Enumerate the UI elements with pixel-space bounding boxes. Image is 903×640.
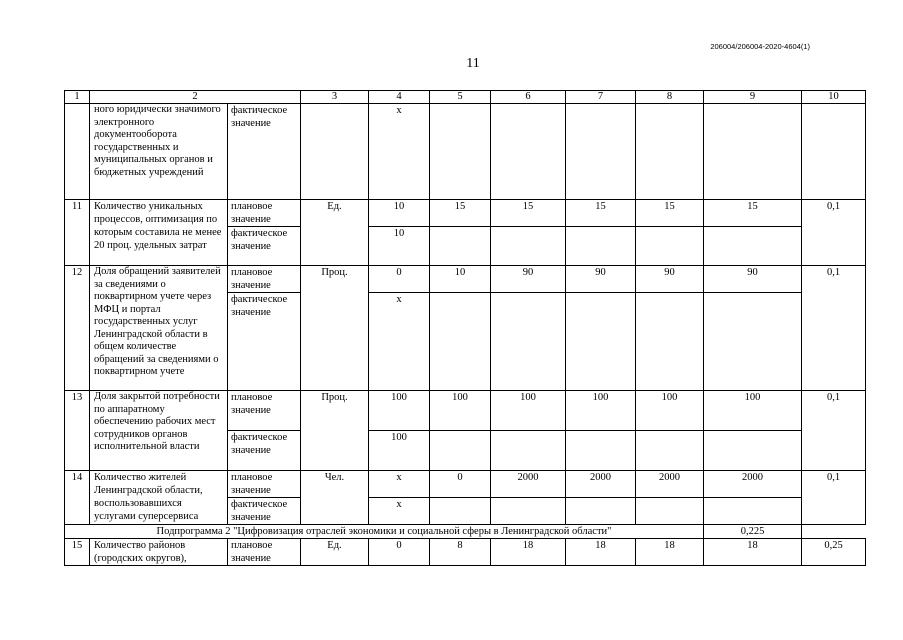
plan-value: 18 <box>636 539 704 566</box>
plan-value: 100 <box>704 391 802 431</box>
page-number: 11 <box>466 56 480 71</box>
row-number: 11 <box>65 200 90 266</box>
plan-value: 0 <box>369 539 430 566</box>
plan-value: 15 <box>430 200 491 227</box>
weight-value: 0,1 <box>802 471 866 525</box>
empty-cell <box>491 431 566 471</box>
unit-cell: Проц. <box>301 391 369 471</box>
plan-value: 100 <box>369 391 430 431</box>
plan-value: 2000 <box>566 471 636 498</box>
indicator-name: ного юридически значимого электронного документооборота государственных и муниципальных органов и бюджетных учреждений <box>90 104 228 200</box>
weight-value: 0,1 <box>802 266 866 391</box>
table-row <box>65 391 866 431</box>
document-code: 206004/206004-2020-4604(1) <box>710 42 810 51</box>
table-row <box>65 200 866 227</box>
weight-value: 0,1 <box>802 391 866 471</box>
plan-value: 18 <box>704 539 802 566</box>
empty-cell <box>704 431 802 471</box>
empty-cell <box>802 104 866 200</box>
plan-value: 0 <box>430 471 491 498</box>
fact-value: 100 <box>369 431 430 471</box>
header-cell: 9 <box>704 91 802 104</box>
row-number: 14 <box>65 471 90 525</box>
table-row <box>65 471 866 498</box>
plan-value: 18 <box>491 539 566 566</box>
empty-cell <box>491 498 566 525</box>
table-row <box>65 539 866 566</box>
plan-value: 0 <box>369 266 430 293</box>
empty-cell <box>566 293 636 391</box>
fact-value: х <box>369 293 430 391</box>
empty-cell <box>636 293 704 391</box>
plan-value: 90 <box>566 266 636 293</box>
value-type-label: плановое значение <box>228 200 301 227</box>
empty-cell <box>704 227 802 266</box>
empty-cell <box>491 293 566 391</box>
value-type-label: плановое значение <box>228 266 301 293</box>
header-cell: 8 <box>636 91 704 104</box>
plan-value: 90 <box>704 266 802 293</box>
value-type-label: фактическое значение <box>228 293 301 391</box>
empty-cell <box>430 227 491 266</box>
subprogram-title: Подпрограмма 2 "Цифровизация отраслей экономики и социальной сферы в Ленинградской области" <box>65 525 704 539</box>
empty-cell <box>704 293 802 391</box>
value-type-label: плановое значение <box>228 471 301 498</box>
header-cell: 3 <box>301 91 369 104</box>
value-type-label: фактическое значение <box>228 498 301 525</box>
empty-cell <box>636 104 704 200</box>
value-type-label: фактическое значение <box>228 104 301 200</box>
empty-cell <box>704 498 802 525</box>
value-type-label: фактическое значение <box>228 227 301 266</box>
plan-value: 15 <box>636 200 704 227</box>
value-type-label: плановое значение <box>228 539 301 566</box>
unit-cell: Ед. <box>301 539 369 566</box>
header-row <box>65 91 866 104</box>
empty-cell <box>636 227 704 266</box>
indicators-table <box>64 90 866 566</box>
indicator-name: Количество жителей Ленинградской области, воспользовавшихся услугами суперсервиса <box>90 471 228 525</box>
weight-value: 0,25 <box>802 539 866 566</box>
plan-value: 2000 <box>704 471 802 498</box>
fact-value: х <box>369 104 430 200</box>
unit-cell: Чел. <box>301 471 369 525</box>
header-cell: 4 <box>369 91 430 104</box>
empty-cell <box>430 431 491 471</box>
row-number: 13 <box>65 391 90 471</box>
plan-value: 15 <box>491 200 566 227</box>
plan-value: 100 <box>636 391 704 431</box>
row-number: 15 <box>65 539 90 566</box>
header-cell: 10 <box>802 91 866 104</box>
empty-cell <box>430 498 491 525</box>
table-row <box>65 266 866 293</box>
plan-value: 90 <box>491 266 566 293</box>
empty-cell <box>566 431 636 471</box>
plan-value: 15 <box>704 200 802 227</box>
empty-cell <box>430 104 491 200</box>
plan-value: 2000 <box>491 471 566 498</box>
plan-value: 10 <box>369 200 430 227</box>
empty-cell <box>491 104 566 200</box>
header-cell: 6 <box>491 91 566 104</box>
plan-value: 8 <box>430 539 491 566</box>
table-row <box>65 104 866 200</box>
indicator-name: Доля закрытой потребности по аппаратному обеспечению рабочих мест сотрудников органов исполнительной власти <box>90 391 228 471</box>
empty-cell <box>566 104 636 200</box>
plan-value: 2000 <box>636 471 704 498</box>
header-cell: 1 <box>65 91 90 104</box>
plan-value: 15 <box>566 200 636 227</box>
header-cell: 5 <box>430 91 491 104</box>
subprogram-row <box>65 525 866 539</box>
empty-cell <box>430 293 491 391</box>
fact-value: х <box>369 498 430 525</box>
subprogram-weight: 0,225 <box>704 525 802 539</box>
value-type-label: плановое значение <box>228 391 301 431</box>
plan-value: 100 <box>430 391 491 431</box>
indicator-name: Количество уникальных процессов, оптимизация по которым составила не менее 20 проц. удельных затрат <box>90 200 228 266</box>
plan-value: 100 <box>566 391 636 431</box>
value-type-label: фактическое значение <box>228 431 301 471</box>
empty-cell <box>566 498 636 525</box>
empty-cell <box>704 104 802 200</box>
weight-value: 0,1 <box>802 200 866 266</box>
header-cell: 2 <box>90 91 301 104</box>
unit-cell: Ед. <box>301 200 369 266</box>
unit-cell <box>301 104 369 200</box>
plan-value: 18 <box>566 539 636 566</box>
unit-cell: Проц. <box>301 266 369 391</box>
row-number-cell <box>65 104 90 200</box>
empty-cell <box>636 431 704 471</box>
plan-value: 90 <box>636 266 704 293</box>
plan-value: х <box>369 471 430 498</box>
row-number: 12 <box>65 266 90 391</box>
fact-value: 10 <box>369 227 430 266</box>
empty-cell <box>491 227 566 266</box>
empty-cell <box>636 498 704 525</box>
plan-value: 10 <box>430 266 491 293</box>
empty-cell <box>566 227 636 266</box>
header-cell: 7 <box>566 91 636 104</box>
plan-value: 100 <box>491 391 566 431</box>
indicator-name: Доля обращений заявителей за сведениями о поквартирном учете через МФЦ и портал государственных услуг Ленинградской области в общем количестве обращений за сведениями о поквартирном учете <box>90 266 228 391</box>
indicator-name: Количество районов (городских округов), <box>90 539 228 566</box>
